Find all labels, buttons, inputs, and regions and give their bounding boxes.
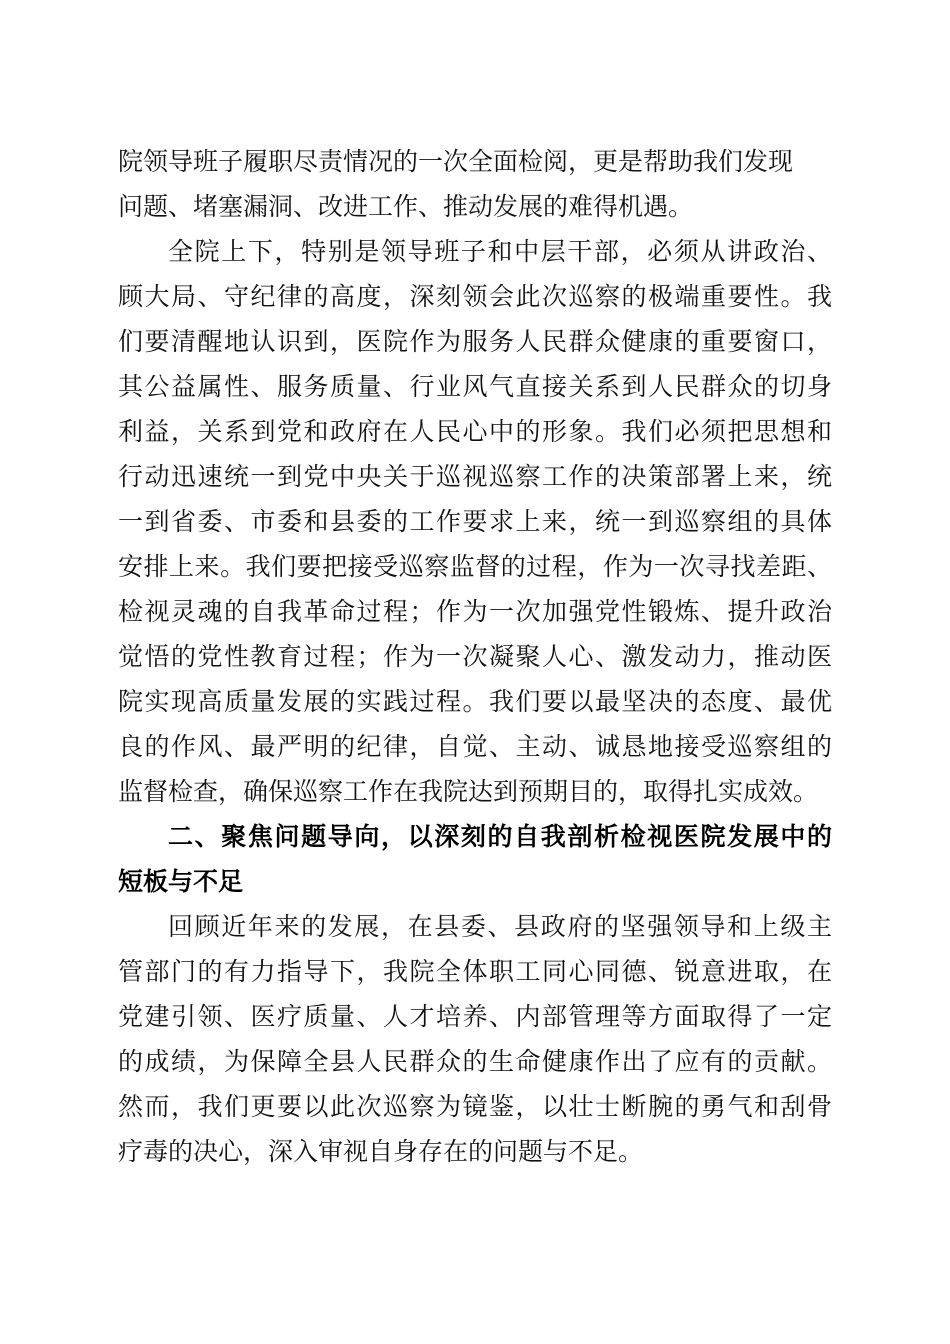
paragraph-2-line-10: 觉悟的党性教育过程；作为一次凝聚人心、激发动力，推动医 bbox=[118, 642, 832, 671]
paragraph-2-line-1: 全院上下，特别是领导班子和中层干部，必须从讲政治、 bbox=[168, 237, 832, 266]
paragraph-3-line-6: 疗毒的决心，深入审视自身存在的问题与不足。 bbox=[118, 1137, 644, 1166]
paragraph-2-line-8: 安排上来。我们要把接受巡察监督的过程，作为一次寻找差距、 bbox=[118, 552, 832, 581]
paragraph-2-line-11: 院实现高质量发展的实践过程。我们要以最坚决的态度、最优 bbox=[118, 687, 832, 716]
paragraph-3-line-5: 然而，我们更要以此次巡察为镜鉴，以壮士断腕的勇气和刮骨 bbox=[118, 1092, 832, 1121]
paragraph-2-line-5: 利益，关系到党和政府在人民心中的形象。我们必须把思想和 bbox=[118, 417, 832, 446]
paragraph-2-line-2: 顾大局、守纪律的高度，深刻领会此次巡察的极端重要性。我 bbox=[118, 282, 832, 311]
paragraph-1-line-2: 问题、堵塞漏洞、改进工作、推动发展的难得机遇。 bbox=[118, 192, 694, 221]
paragraph-3-line-2: 管部门的有力指导下，我院全体职工同心同德、锐意进取，在 bbox=[118, 957, 832, 986]
paragraph-2-line-13: 监督检查，确保巡察工作在我院达到预期目的，取得扎实成效。 bbox=[118, 777, 819, 806]
paragraph-1-line-1: 院领导班子履职尽责情况的一次全面检阅，更是帮助我们发现 bbox=[118, 147, 794, 176]
paragraph-2-line-7: 一到省委、市委和县委的工作要求上来，统一到巡察组的具体 bbox=[118, 507, 832, 536]
section-heading-line-1: 二、聚焦问题导向，以深刻的自我剖析检视医院发展中的 bbox=[168, 822, 832, 851]
paragraph-2-line-3: 们要清醒地认识到，医院作为服务人民群众健康的重要窗口， bbox=[118, 327, 832, 356]
paragraph-2-line-9: 检视灵魂的自我革命过程；作为一次加强党性锻炼、提升政治 bbox=[118, 597, 832, 626]
section-heading-line-2: 短板与不足 bbox=[118, 867, 244, 896]
paragraph-2-line-6: 行动迅速统一到党中央关于巡视巡察工作的决策部署上来，统 bbox=[118, 462, 832, 491]
paragraph-3-line-3: 党建引领、医疗质量、人才培养、内部管理等方面取得了一定 bbox=[118, 1002, 832, 1031]
paragraph-2-line-4: 其公益属性、服务质量、行业风气直接关系到人民群众的切身 bbox=[118, 372, 832, 401]
paragraph-3-line-4: 的成绩，为保障全县人民群众的生命健康作出了应有的贡献。 bbox=[118, 1047, 832, 1076]
paragraph-2-line-12: 良的作风、最严明的纪律，自觉、主动、诚恳地接受巡察组的 bbox=[118, 732, 832, 761]
paragraph-3-line-1: 回顾近年来的发展，在县委、县政府的坚强领导和上级主 bbox=[168, 912, 832, 941]
